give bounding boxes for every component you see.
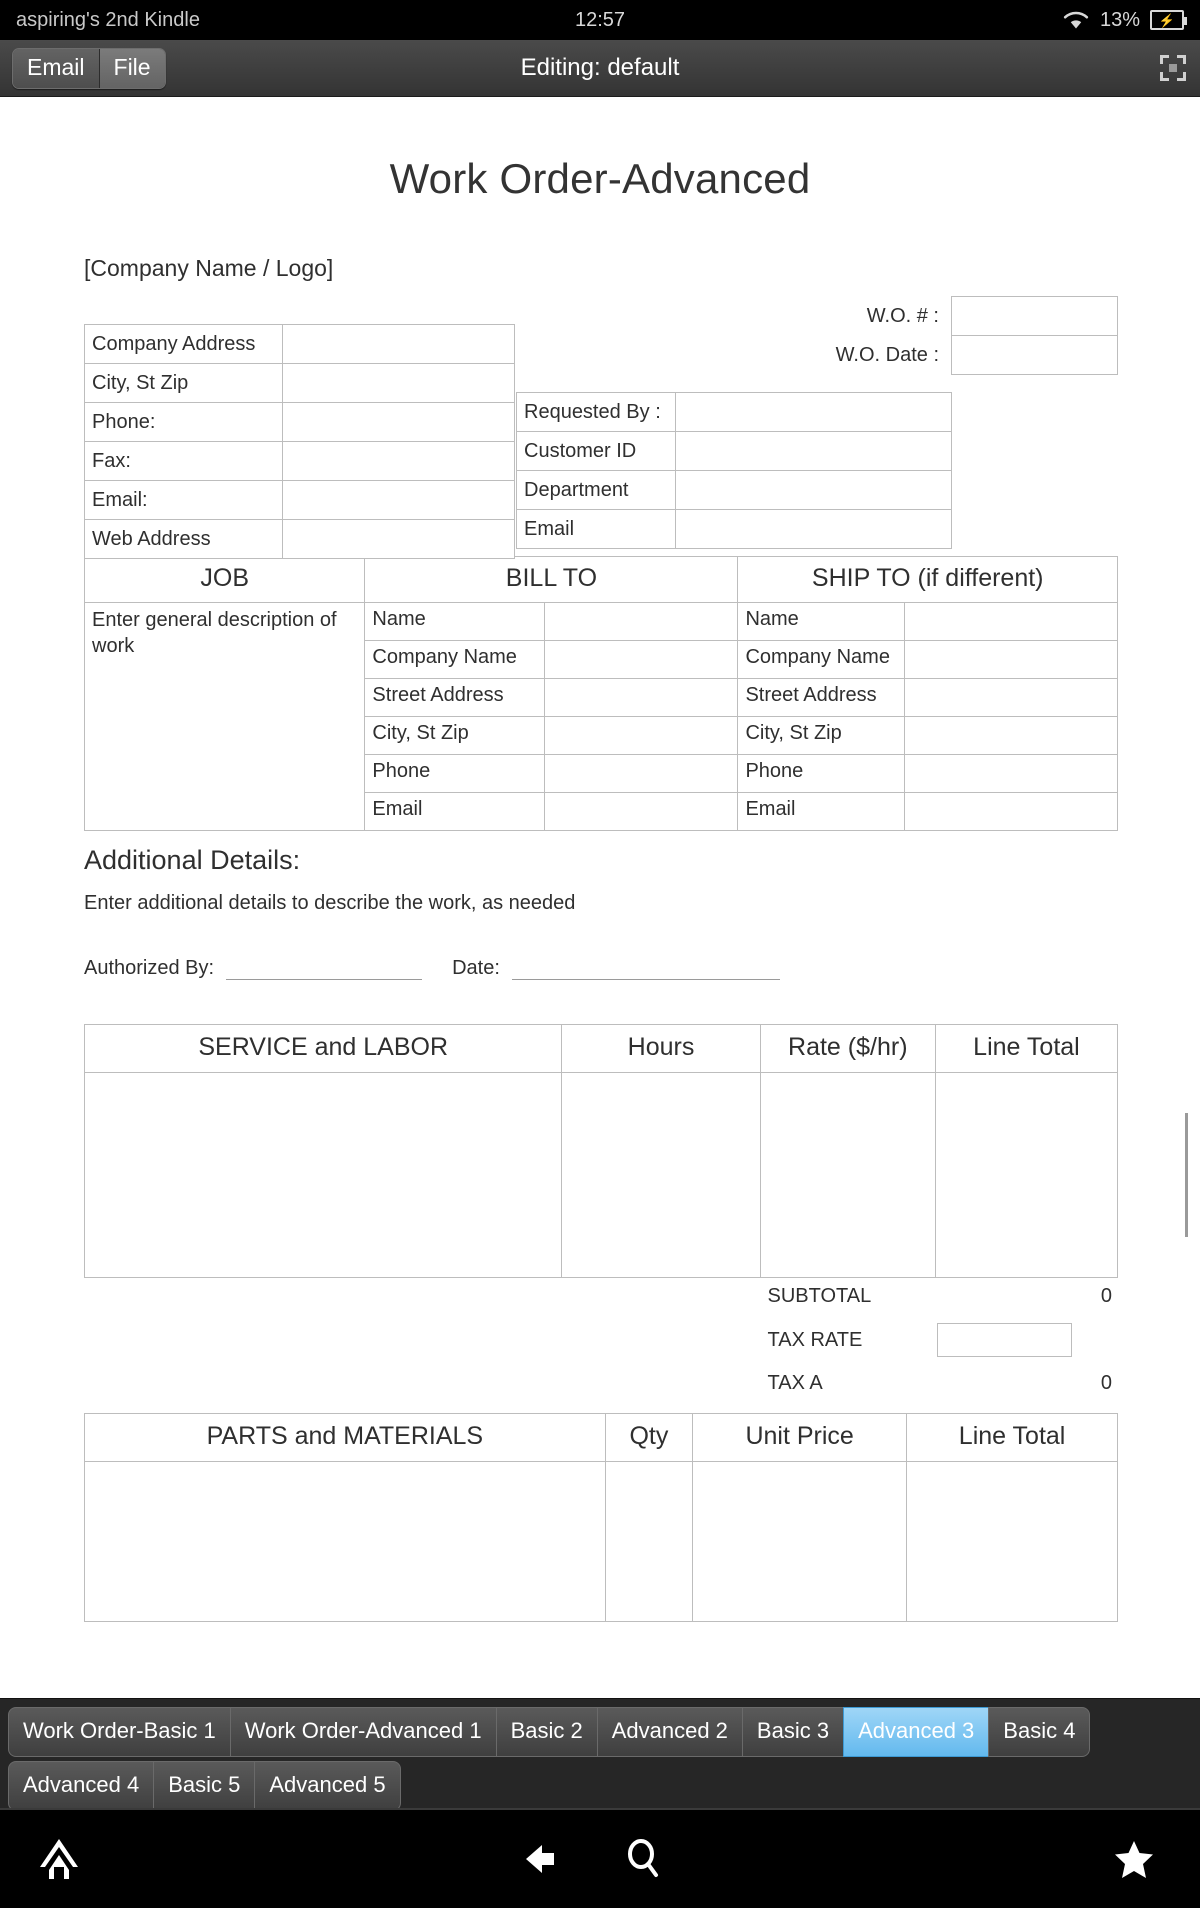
parts-unit-price-cell[interactable] [693, 1462, 907, 1622]
table-row [84, 1278, 1118, 1316]
wo-number-input[interactable] [952, 297, 1118, 336]
form-sheet [0, 255, 1200, 1622]
additional-details-text[interactable]: Enter additional details to describe the work, as needed [84, 892, 576, 914]
service-rate-cell[interactable] [760, 1073, 935, 1278]
bill-to-street-input[interactable] [545, 679, 738, 717]
app-toolbar [0, 40, 1200, 97]
ship-to-company-label: Company Name [738, 641, 905, 679]
unit-price-header: Unit Price [693, 1414, 907, 1462]
department-input[interactable] [676, 471, 952, 510]
requested-by-input[interactable] [676, 393, 952, 432]
ship-to-phone-label: Phone [738, 755, 905, 793]
tax-rate-input[interactable] [937, 1323, 1072, 1357]
table-row [85, 325, 515, 364]
ship-to-email-input[interactable] [905, 793, 1118, 831]
ship-to-street-label: Street Address [738, 679, 905, 717]
bill-to-city-label: City, St Zip [365, 717, 545, 755]
tax-a-label: TAX A [767, 1372, 823, 1394]
system-navigation-bar [0, 1808, 1200, 1908]
table-row [85, 1073, 1118, 1278]
bill-to-phone-input[interactable] [545, 755, 738, 793]
ship-to-street-input[interactable] [905, 679, 1118, 717]
ship-to-header: SHIP TO (if different) [738, 557, 1118, 603]
service-labor-header: SERVICE and LABOR [85, 1025, 562, 1073]
service-totals-table [84, 1278, 1118, 1403]
battery-charging-icon: ⚡ [1150, 10, 1184, 30]
tax-rate-cell [937, 1316, 1118, 1365]
authorized-by-input[interactable] [226, 960, 422, 980]
table-row [85, 442, 515, 481]
table-row [517, 510, 952, 549]
status-device-name: aspiring's 2nd Kindle [16, 8, 200, 31]
table-row [84, 1365, 1118, 1403]
ship-to-city-label: City, St Zip [738, 717, 905, 755]
company-fax-input[interactable] [283, 442, 515, 481]
ship-to-company-input[interactable] [905, 641, 1118, 679]
service-labor-table [84, 1024, 1118, 1278]
department-label: Department [517, 471, 676, 510]
work-order-fields-table [829, 296, 1118, 375]
totals-spacer [84, 1316, 764, 1365]
service-desc-cell[interactable] [85, 1073, 562, 1278]
company-web-input[interactable] [283, 520, 515, 559]
bill-to-name-label: Name [365, 603, 545, 641]
star-icon[interactable] [1110, 1835, 1158, 1883]
tab-row-1 [8, 1707, 1194, 1757]
ship-to-name-label: Name [738, 603, 905, 641]
search-icon[interactable] [620, 1835, 668, 1883]
app-title: Editing: default [520, 54, 680, 81]
tab-basic-3[interactable]: Basic 3 [742, 1707, 843, 1757]
ship-to-name-input[interactable] [905, 603, 1118, 641]
table-row [517, 393, 952, 432]
tab-advanced-5[interactable]: Advanced 5 [254, 1761, 400, 1811]
table-row [85, 403, 515, 442]
battery-percent: 13% [1099, 8, 1140, 31]
parts-desc-cell[interactable] [85, 1462, 606, 1622]
date-label: Date: [452, 957, 500, 979]
document-scrollbar[interactable] [1185, 1113, 1188, 1237]
bill-to-email-input[interactable] [545, 793, 738, 831]
email-button[interactable]: Email [13, 49, 100, 88]
service-line-total-header: Line Total [935, 1025, 1117, 1073]
authorization-row [84, 957, 1118, 980]
parts-line-total-header: Line Total [907, 1414, 1118, 1462]
requester-email-label: Email [517, 510, 676, 549]
table-row [85, 603, 1118, 641]
home-icon[interactable] [33, 1833, 85, 1885]
totals-spacer [84, 1278, 764, 1316]
bill-to-company-label: Company Name [365, 641, 545, 679]
bill-to-street-label: Street Address [365, 679, 545, 717]
ship-to-city-input[interactable] [905, 717, 1118, 755]
back-arrow-icon[interactable] [520, 1835, 568, 1883]
service-line-total-cell[interactable] [935, 1073, 1117, 1278]
tax-a-value: 0 [1100, 1372, 1112, 1394]
customer-id-label: Customer ID [517, 432, 676, 471]
bill-to-company-input[interactable] [545, 641, 738, 679]
company-address-input[interactable] [283, 325, 515, 364]
totals-spacer [84, 1365, 764, 1403]
tab-basic-2[interactable]: Basic 2 [496, 1707, 597, 1757]
company-email-label: Email: [85, 481, 283, 520]
company-phone-input[interactable] [283, 403, 515, 442]
template-tab-strip [0, 1698, 1200, 1808]
requested-by-label: Requested By : [517, 393, 676, 432]
job-bill-ship-table [84, 556, 1118, 831]
rate-header: Rate ($/hr) [760, 1025, 935, 1073]
wo-date-input[interactable] [952, 336, 1118, 375]
tab-work-order-basic-1[interactable]: Work Order-Basic 1 [8, 1707, 230, 1757]
tab-advanced-3[interactable]: Advanced 3 [843, 1707, 988, 1757]
tab-work-order-advanced-1[interactable]: Work Order-Advanced 1 [230, 1707, 496, 1757]
tab-advanced-4[interactable]: Advanced 4 [8, 1761, 153, 1811]
requester-info-table [516, 392, 952, 549]
company-fax-label: Fax: [85, 442, 283, 481]
bill-to-name-input[interactable] [545, 603, 738, 641]
table-row [517, 471, 952, 510]
subtotal-value: 0 [1100, 1285, 1112, 1307]
table-header-row [85, 1414, 1118, 1462]
bill-to-header: BILL TO [365, 557, 738, 603]
tab-advanced-2[interactable]: Advanced 2 [597, 1707, 742, 1757]
table-header-row [85, 557, 1118, 603]
company-city-label: City, St Zip [85, 364, 283, 403]
parts-materials-header: PARTS and MATERIALS [85, 1414, 606, 1462]
tab-row-2 [8, 1761, 1194, 1811]
job-description-cell[interactable]: Enter general description of work [85, 603, 365, 831]
company-email-input[interactable] [283, 481, 515, 520]
status-clock: 12:57 [574, 8, 626, 31]
fullscreen-icon[interactable] [1158, 53, 1188, 83]
parts-materials-table [84, 1413, 1118, 1622]
table-row [829, 297, 1118, 336]
table-row [85, 1462, 1118, 1622]
service-hours-cell[interactable] [562, 1073, 760, 1278]
tab-basic-5[interactable]: Basic 5 [153, 1761, 254, 1811]
authorized-by-label: Authorized By: [84, 957, 215, 979]
table-header-row [85, 1025, 1118, 1073]
wo-date-label: W.O. Date : [829, 336, 952, 375]
tab-basic-4[interactable]: Basic 4 [988, 1707, 1090, 1757]
job-header: JOB [85, 557, 365, 603]
bill-to-email-label: Email [365, 793, 545, 831]
toolbar-button-group [12, 48, 166, 89]
additional-details-title: Additional Details: [84, 845, 301, 875]
table-row [85, 481, 515, 520]
wifi-icon [1062, 9, 1090, 31]
top-info-block [84, 296, 1118, 550]
company-web-label: Web Address [85, 520, 283, 559]
table-row [85, 520, 515, 559]
table-row [829, 336, 1118, 375]
company-city-input[interactable] [283, 364, 515, 403]
parts-line-total-cell[interactable] [907, 1462, 1118, 1622]
ship-to-email-label: Email [738, 793, 905, 831]
date-input[interactable] [512, 960, 780, 980]
requester-email-input[interactable] [676, 510, 952, 549]
wo-number-label: W.O. # : [829, 297, 952, 336]
tax-rate-label: TAX RATE [767, 1328, 863, 1351]
parts-qty-cell[interactable] [605, 1462, 692, 1622]
table-row [85, 364, 515, 403]
subtotal-label: SUBTOTAL [767, 1285, 872, 1307]
status-bar [0, 0, 1200, 40]
document-canvas[interactable] [0, 97, 1200, 1698]
company-address-label: Company Address [85, 325, 283, 364]
customer-id-input[interactable] [676, 432, 952, 471]
ship-to-phone-input[interactable] [905, 755, 1118, 793]
bill-to-phone-label: Phone [365, 755, 545, 793]
bill-to-city-input[interactable] [545, 717, 738, 755]
company-phone-label: Phone: [85, 403, 283, 442]
qty-header: Qty [605, 1414, 692, 1462]
page-title: Work Order-Advanced [389, 155, 811, 202]
table-row [84, 1316, 1118, 1365]
company-info-table [84, 324, 515, 559]
table-row [517, 432, 952, 471]
hours-header: Hours [562, 1025, 760, 1073]
file-button[interactable]: File [100, 49, 165, 88]
status-indicators [1062, 9, 1184, 32]
company-logo-placeholder: [Company Name / Logo] [84, 255, 334, 281]
